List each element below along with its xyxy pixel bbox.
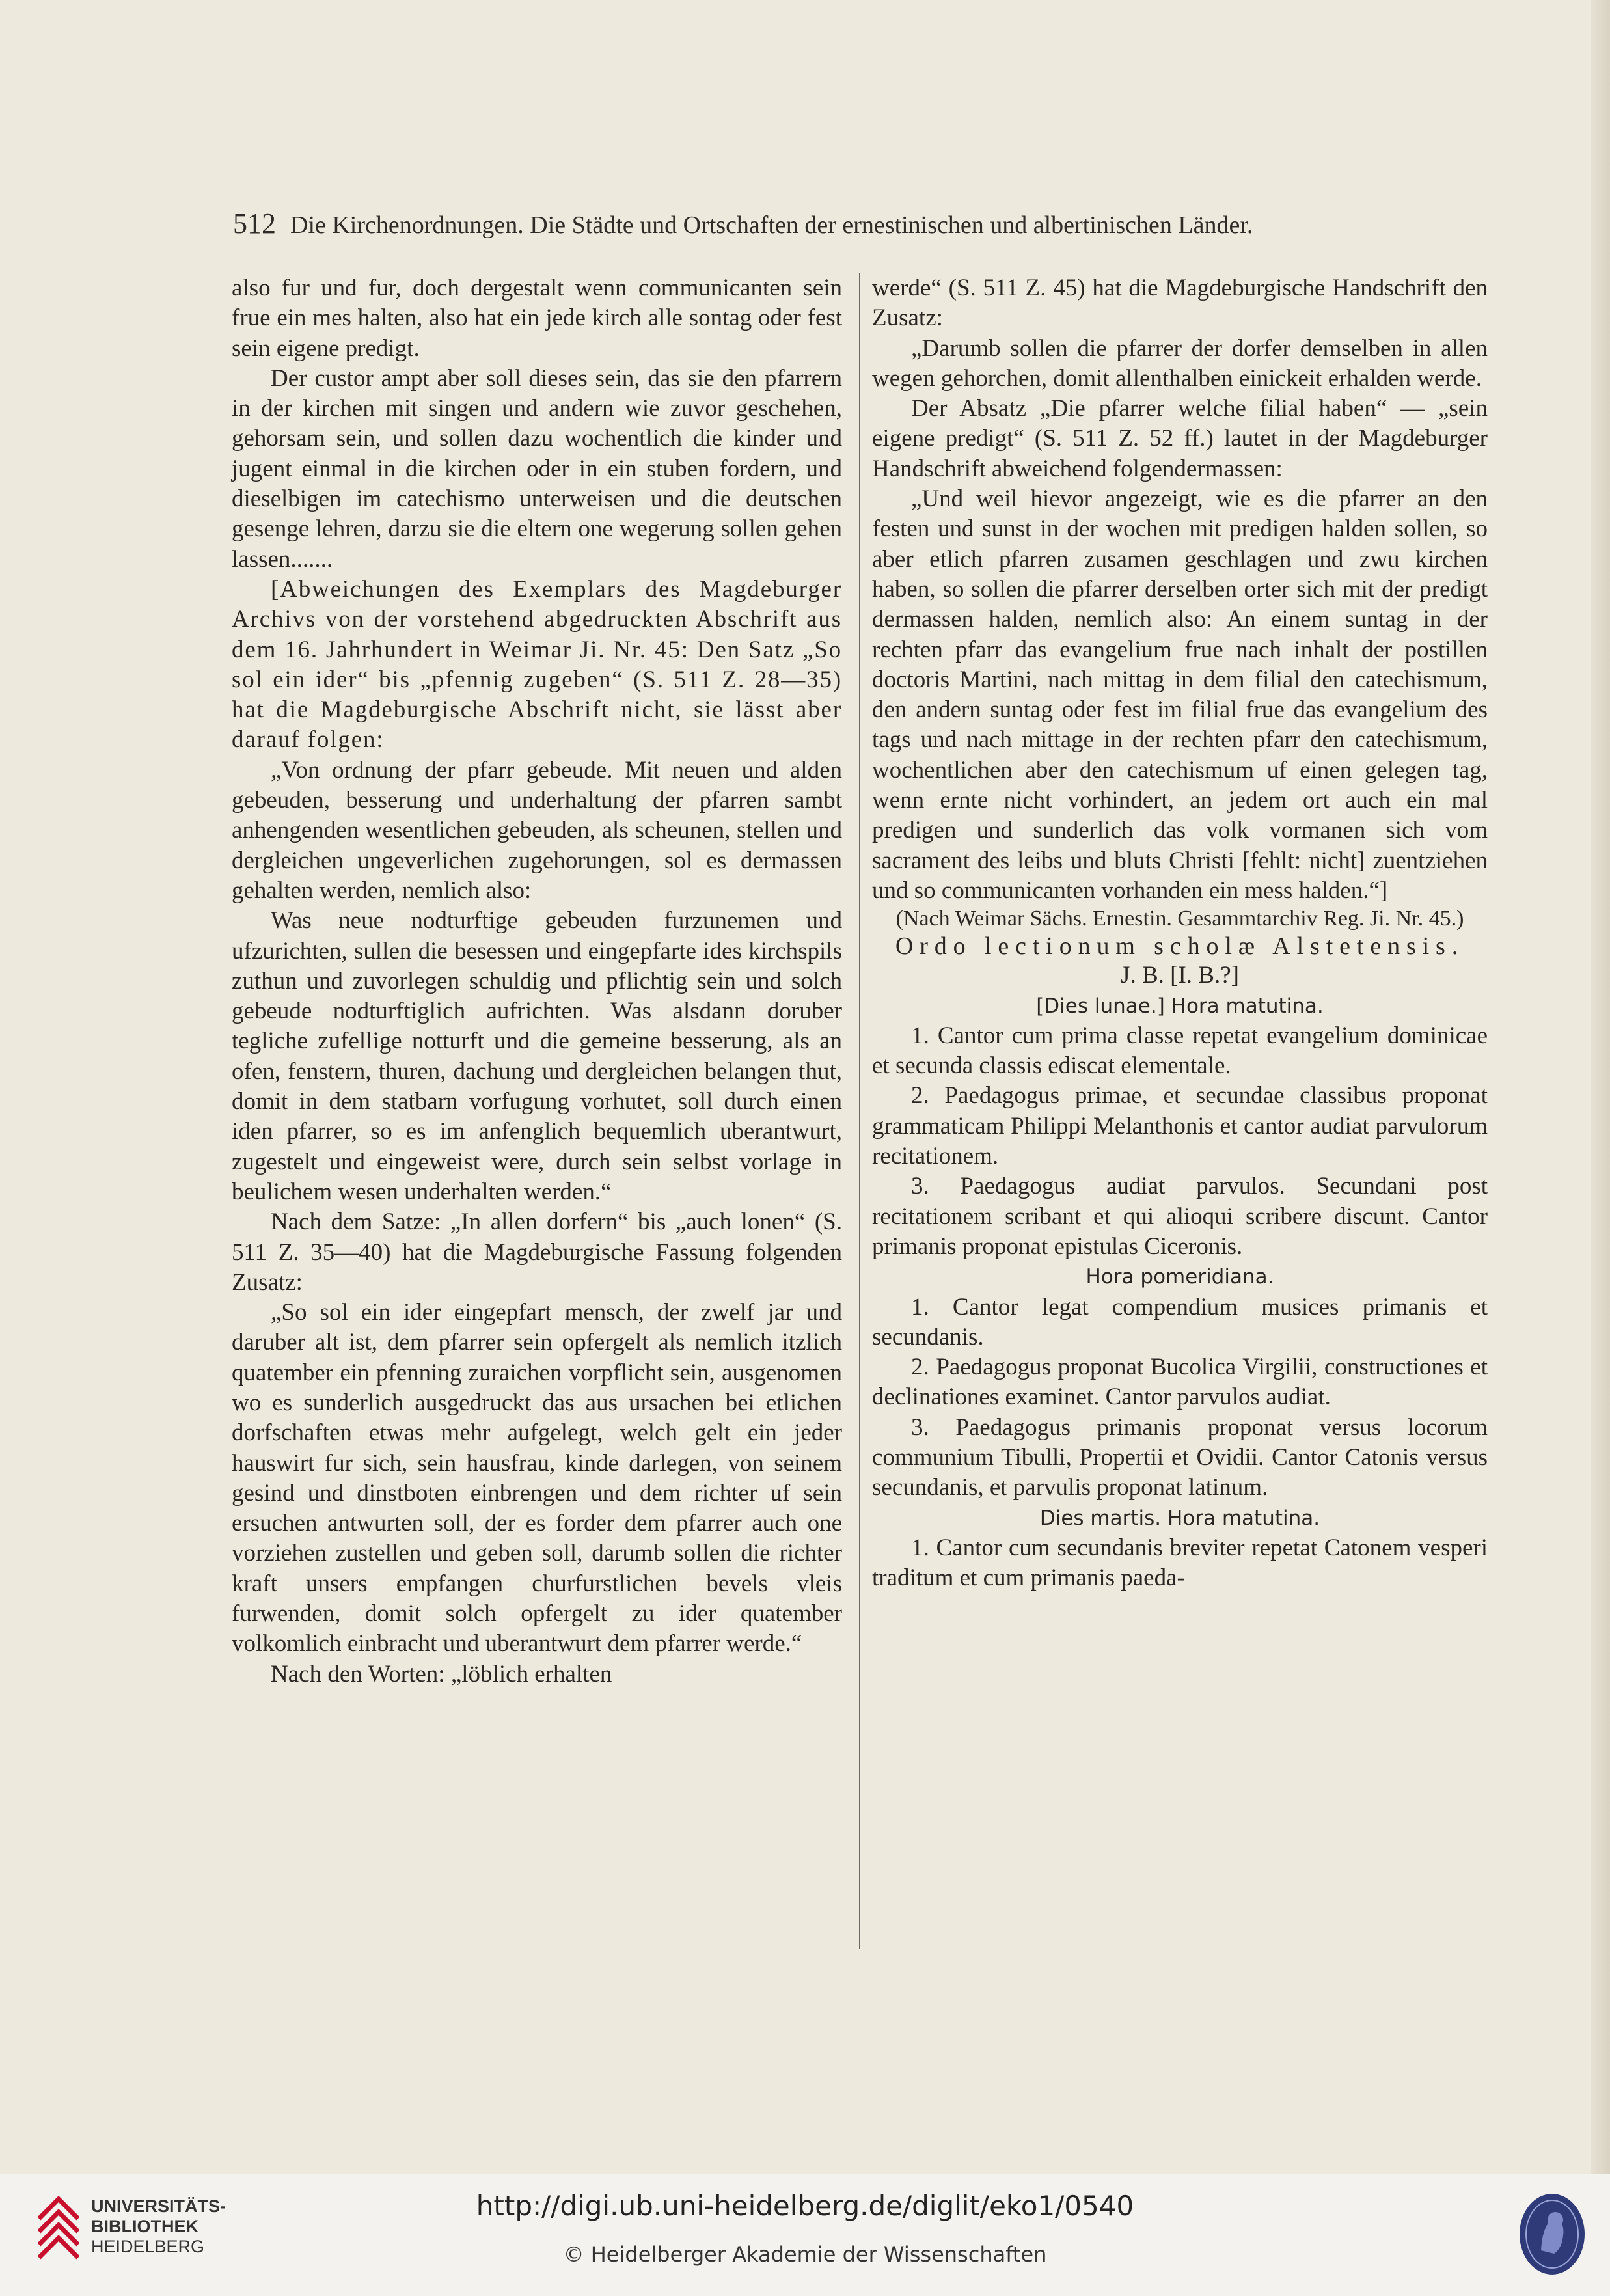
list-item: 3. Paedagogus audiat parvulos. Secundani post recitationem scribant et qui alioqui scribere discunt. Cantor primanis proponat epistulas Ciceronis. [872, 1173, 1488, 1260]
list-item: 2. Paedagogus primae, et secundae classibus proponat grammaticam Philippi Melanthonis et cantor audiat parvulorum recitationem. [872, 1082, 1488, 1170]
paragraph: „Darumb sollen die pfarrer der dorfer demselben in allen wegen gehorchen, domit allenthalben einickeit erhalden werde. [872, 335, 1488, 392]
academy-seal-icon [1516, 2189, 1588, 2282]
page-number: 512 [233, 208, 276, 239]
paragraph: also fur und fur, doch dergestalt wenn communicanten sein frue ein mes halten, also hat ein jede kirch alle sontag oder fest sein eigene predigt. [232, 275, 842, 362]
paragraph: „Und weil hievor angezeigt, wie es die pfarrer an den festen und sunst in der wochen mit predigen halden sollen, so aber etlich pfarren zusamen geschlagen und zwu kirchen haben, so sollen die pfarrer derselben orter sich mit der predigt dermassen halden, nemlich also: An einem suntag in der rechten pfarr das evangelium frue nach inhalt der postillen doctoris Martini, nach mittag in dem filial den catechismum, den andern suntag oder fest im filial frue das evangelium des tags und nach mittage in der rechten pfarr den catechismum, wochentlichen aber den catechismum uf einen gelegen tag, wenn ernte nicht vorhindert, an jedem ort auch ein mal predigen und sunderlich das volk vormanen sich vom sacrament des leibs und bluts Christi [fehlt: nicht] zuentziehen und so communicanten vorhanden ein mess halden.“] [872, 485, 1488, 904]
paragraph: „Von ordnung der pfarr gebeude. Mit neuen und alden gebeuden, besserung und underhaltung der pfarren sambt anhengenden wesentlichen gebeuden, als scheunen, stellen und dergleichen ungeverlichen zugehorungen, sol es dermassen gehalten werden, nemlich also: [232, 756, 842, 904]
running-title: Die Kirchenordnungen. Die Städte und Ortschaften der ernestinischen und albertinischen Länder. [290, 212, 1253, 239]
source-note: (Nach Weimar Sächs. Ernestin. Gesammtarchiv Reg. Ji. Nr. 45.) [895, 907, 1464, 931]
section-subtitle: J. B. [I. B.?] [1121, 962, 1239, 989]
left-column [232, 273, 842, 1689]
list-item: 1. Cantor cum secundanis breviter repetat Catonem vesperi traditum et cum primanis paeda- [872, 1534, 1488, 1592]
paragraph: „So sol ein ider eingepfart mensch, der zwelf jar und daruber alt ist, dem pfarrer sein opfergelt als nemlich itzlich quatember ein pfenning zuraichen vorpflicht sein, ausgenomen wo es sunderlich ausgedruckt das aus ursachen bei etlichen dorfschaften etwas mehr aufgelegt, welch gelt ein jeder hauswirt fur sich, sein hausfrau, kinde darlegen, von seinem gesind und dinstboten einbrengen und dem richter uf sein ersuchen antwurten soll, der es forder dem pfarrer auch one vorziehen zustellen und geben soll, darumb sollen die richter kraft unsers empfangen churfurstlichen bevels vleis furwenden, domit solch opfergelt zu ider quatember volkomlich einbracht und uberantwurt dem pfarrer werde.“ [232, 1299, 842, 1658]
paragraph: Nach dem Satze: „In allen dorfern“ bis „auch lonen“ (S. 511 Z. 35—40) hat die Magdeburgische Fassung folgenden Zusatz: [232, 1209, 842, 1296]
list-item: 2. Paedagogus proponat Bucolica Virgilii, constructiones et declinationes examinet. Cantor parvulos audiat. [872, 1354, 1488, 1411]
paragraph: werde“ (S. 511 Z. 45) hat die Magdeburgische Handschrift den Zusatz: [872, 275, 1488, 332]
library-name: UNIVERSITÄTS- BIBLIOTHEK HEIDELBERG [91, 2196, 226, 2256]
section-title: Ordo lectionum scholæ Alstetensis. [895, 933, 1465, 961]
paragraph: Der Absatz „Die pfarrer welche filial haben“ — „sein eigene predigt“ (S. 511 Z. 52 ff.) lautet in der Magdeburger Handschrift abweichend folgendermassen: [872, 395, 1488, 482]
paragraph: Der custor ampt aber soll dieses sein, das sie den pfarrern in der kirchen mit singen und andern wie zuvor geschehen, gehorsam sein, und sollen dazu wochentlich die kinder und jugent einmal in die kirchen oder in ein stuben fordern, und dieselbigen im catechismo unterweisen und die deutschen gesenge lehren, darzu sie die eltern one wegerung sollen gehen lassen....... [232, 364, 842, 573]
subheading: Dies martis. Hora matutina. [1039, 1506, 1320, 1530]
list-item: 1. Cantor legat compendium musices primanis et secundanis. [872, 1293, 1488, 1350]
paragraph: Was neue nodturftige gebeuden furzunemen und ufzurichten, sullen die besessen und eingepfarte ides kirchspils zuthun und zuvorlegen schuldig und pflichtig sein und solch gebeude nodturftiglich aufrichten. Was alsdann doruber tegliche zufellige notturft und die gemeine besserung, als an ofen, fenstern, thuren, dachung und dergleichen belangen thut, domit in dem statbarn vorfugung vorhutet, soll durch einen iden pfarrer, so es im anfenglich bequemlich uberantwurt, zugestelt und eingeweist were, durch sein selbst vorlage in beulichem wesen underhalten werden.“ [232, 907, 842, 1205]
copyright-notice: © Heidelberger Akademie der Wissenschaften [563, 2242, 1047, 2267]
subheading: Hora pomeridiana. [1085, 1265, 1274, 1289]
column-divider [859, 273, 860, 1949]
paragraph: [Abweichungen des Exemplars des Magdeburger Archivs von der vorstehend abgedruckten Abschrift aus dem 16. Jahrhundert in Weimar Ji. Nr. 45: Den Satz „So sol ein ider“ bis „pfennig zugeben“ (S. 511 Z. 28—35) hat die Magdeburgische Abschrift nicht, sie lässt aber darauf folgen: [232, 575, 842, 754]
permalink[interactable]: http://digi.ub.uni-heidelberg.de/diglit/eko1/0540 [476, 2190, 1134, 2222]
footer-bar [0, 2174, 1610, 2296]
subheading: [Dies lunae.] Hora matutina. [1036, 994, 1324, 1018]
right-column [872, 273, 1488, 1593]
list-item: 3. Paedagogus primanis proponat versus locorum communium Tibulli, Propertii et Ovidii. Cantor Catonis versus secundanis, et parvulis proponat latinum. [872, 1414, 1488, 1501]
paragraph: Nach den Worten: „löblich erhalten [271, 1660, 612, 1688]
page-edge [1591, 0, 1610, 2174]
running-header [233, 207, 1417, 240]
list-item: 1. Cantor cum prima classe repetat evangelium dominicae et secunda classis ediscat elementale. [872, 1022, 1488, 1080]
